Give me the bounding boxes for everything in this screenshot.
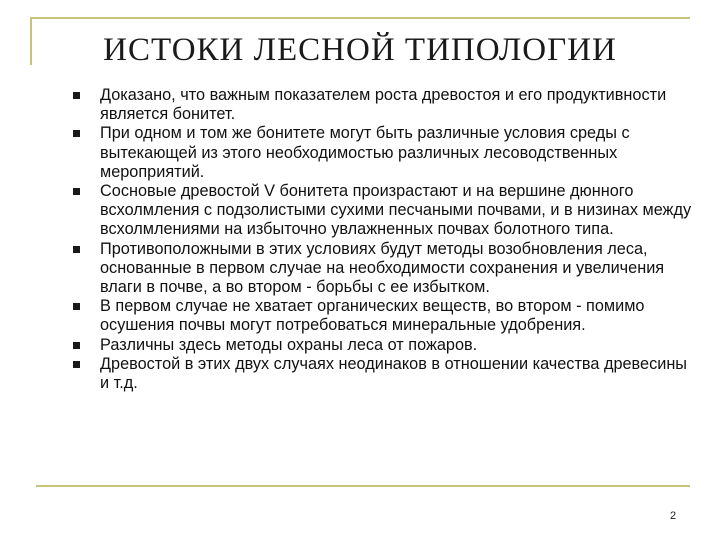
bullet-text: При одном и том же бонитете могут быть различные условия среды с вытекающей из этого необходимостью различных лесоводственных мероприятий. xyxy=(100,124,630,181)
square-bullet-icon xyxy=(73,361,80,368)
square-bullet-icon xyxy=(73,342,80,349)
square-bullet-icon xyxy=(73,246,80,253)
bullet-text: Различны здесь методы охраны леса от пожаров. xyxy=(100,335,478,354)
frame-top-line xyxy=(30,17,690,19)
bullet-item xyxy=(70,355,700,393)
bullet-item xyxy=(70,182,700,240)
bullet-item xyxy=(70,240,700,298)
bullet-item xyxy=(70,336,700,355)
frame-bottom-line xyxy=(36,485,690,487)
bullet-list xyxy=(70,86,700,393)
bullet-text: В первом случае не хватает органических веществ, во втором - помимо осушения почвы могут потребоваться минеральные удобрения. xyxy=(100,297,645,335)
square-bullet-icon xyxy=(73,188,80,195)
bullet-text: Противоположными в этих условиях будут методы возобновления леса, основанные в первом случае на необходимости сохранения и увеличения влаги в почве, а во втором - борьбы с ее избытком. xyxy=(100,239,665,297)
bullet-text: Доказано, что важным показателем роста древостоя и его продуктивности является бонитет. xyxy=(100,86,667,124)
square-bullet-icon xyxy=(73,303,80,310)
square-bullet-icon xyxy=(73,130,80,137)
bullet-item xyxy=(70,124,700,182)
bullet-text: Сосновые древостой V бонитета произрастают и на вершине дюнного всхолмления с подзолистыми сухими песчаными почвами, и в низинах между всхолмлениями на избыточно увлажненных почвах болотного типа. xyxy=(100,182,692,239)
bullet-item xyxy=(70,86,700,124)
page-number: 2 xyxy=(670,510,677,522)
square-bullet-icon xyxy=(73,92,80,99)
bullet-item xyxy=(70,297,700,335)
slide-title: ИСТОКИ ЛЕСНОЙ ТИПОЛОГИИ xyxy=(103,32,617,68)
bullet-text: Древостой в этих двух случаях неодинаков в отношении качества древесины и т.д. xyxy=(100,354,688,393)
